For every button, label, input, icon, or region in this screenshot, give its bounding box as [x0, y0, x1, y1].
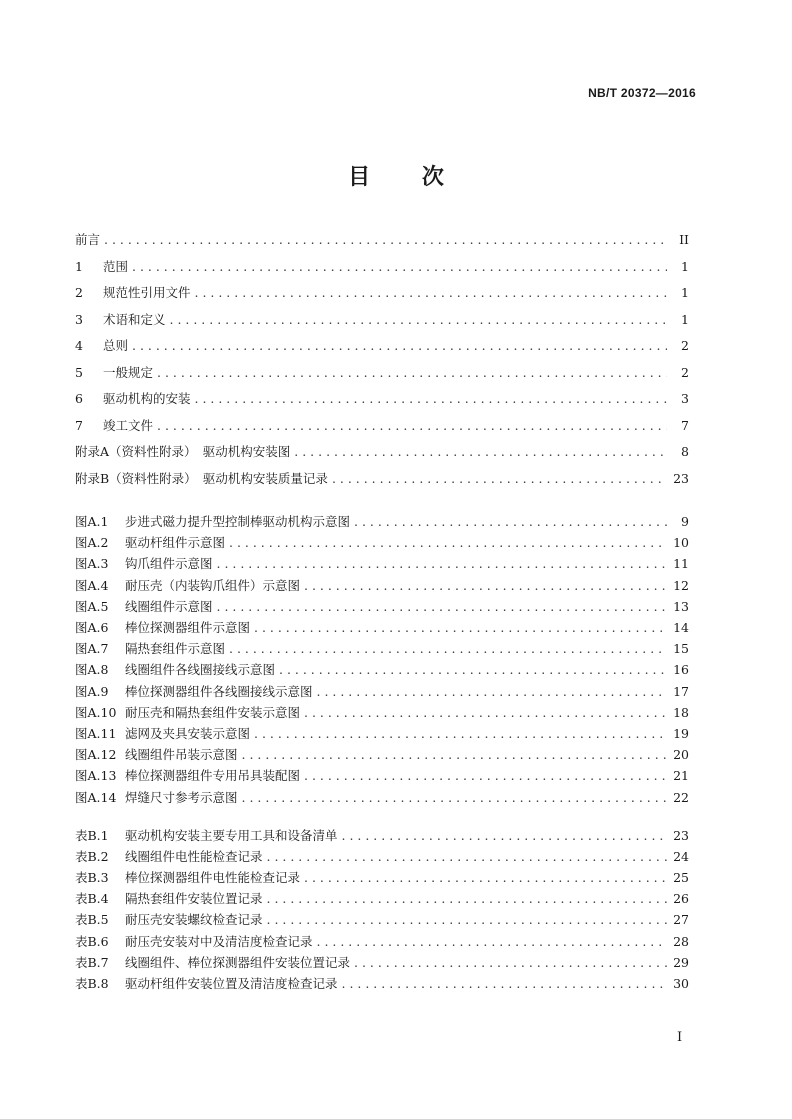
figure-entry[interactable]: [75, 533, 689, 553]
entry-page-number: II: [679, 232, 689, 247]
entry-number: 图A.11: [75, 726, 117, 741]
entry-page-number: 7: [681, 417, 689, 433]
entry-number: 图A.7: [75, 641, 109, 657]
entry-page-number: 21: [673, 768, 689, 784]
entry-page-number: 17: [673, 683, 689, 699]
figure-entry[interactable]: [75, 618, 689, 638]
entry-page-number: 1: [681, 311, 689, 327]
entry-title: 耐压壳（内装钩爪组件）示意图: [125, 577, 301, 593]
entry-number: 表B.7: [75, 954, 109, 970]
entry-title: 驱动机构的安装: [103, 391, 191, 406]
dot-leader: [304, 705, 667, 720]
entry-title: 隔热套组件示意图: [125, 641, 226, 657]
figure-entry[interactable]: [75, 554, 689, 574]
entry-title: 术语和定义: [103, 311, 166, 327]
entry-title: 总则: [103, 338, 129, 353]
entry-page-number: 25: [673, 870, 689, 886]
entry-number: 图A.6: [75, 620, 109, 635]
entry-number: 7: [75, 417, 83, 433]
entry-title: 焊缝尺寸参考示意图: [125, 789, 238, 805]
entry-page-number: 19: [673, 726, 689, 741]
toc-entry[interactable]: [75, 389, 689, 409]
figure-entry[interactable]: [75, 766, 689, 786]
entry-title: 范围: [103, 258, 129, 274]
entry-page-number: 8: [681, 444, 689, 459]
figure-entry[interactable]: [75, 512, 689, 532]
entry-title: 线圈组件吊装示意图: [125, 747, 238, 763]
dot-leader: [242, 790, 667, 805]
entry-page-number: 1: [681, 258, 689, 274]
dot-leader: [304, 870, 667, 885]
entry-page-number: 15: [673, 641, 689, 657]
entry-number: 图A.1: [75, 514, 109, 529]
toc-entry[interactable]: [75, 230, 689, 250]
entry-title: 线圈组件示意图: [125, 598, 213, 614]
dot-leader: [229, 641, 667, 656]
dot-leader: [317, 934, 667, 949]
entry-title: 耐压壳安装螺纹检查记录: [125, 912, 263, 928]
entry-number: 图A.3: [75, 556, 109, 572]
entry-title: 附录A（资料性附录） 驱动机构安装图: [75, 444, 291, 459]
entry-number: 4: [75, 338, 83, 353]
toc-entry[interactable]: [75, 283, 689, 303]
entry-title: 附录B（资料性附录） 驱动机构安装质量记录: [75, 470, 328, 486]
entry-page-number: 1: [681, 285, 689, 300]
dot-leader: [195, 285, 667, 300]
entry-page-number: 2: [681, 338, 689, 353]
figure-entry[interactable]: [75, 682, 689, 702]
dot-leader: [132, 259, 667, 274]
dot-leader: [342, 976, 667, 991]
entry-number: 表B.5: [75, 912, 109, 928]
entry-title: 棒位探测器组件各线圈接线示意图: [125, 683, 313, 699]
figure-entry[interactable]: [75, 660, 689, 680]
entry-number: 表B.1: [75, 828, 109, 843]
entry-number: 表B.8: [75, 975, 109, 991]
entry-page-number: 14: [673, 620, 689, 635]
dot-leader: [304, 578, 667, 593]
entry-page-number: 3: [681, 391, 689, 406]
dot-leader: [217, 556, 667, 571]
entry-page-number: 29: [673, 954, 689, 970]
toc-entry[interactable]: [75, 442, 689, 462]
entry-title: 棒位探测器组件专用吊具装配图: [125, 768, 301, 784]
toc-entry[interactable]: [75, 416, 689, 436]
entry-page-number: 16: [673, 662, 689, 678]
dot-leader: [157, 365, 667, 380]
entry-title: 耐压壳和隔热套组件安装示意图: [125, 704, 301, 720]
entry-page-number: 2: [681, 364, 689, 380]
dot-leader: [170, 312, 667, 327]
entry-page-number: 11: [673, 556, 689, 572]
dot-leader: [342, 828, 667, 843]
page-title: 目 次: [348, 164, 466, 190]
dot-leader: [354, 955, 667, 970]
toc-entry[interactable]: [75, 469, 689, 489]
dot-leader: [304, 768, 667, 783]
table-entry[interactable]: [75, 974, 689, 994]
entry-number: 3: [75, 311, 83, 327]
entry-title: 耐压壳安装对中及清洁度检查记录: [125, 933, 313, 949]
entry-title: 滤网及夹具安装示意图: [125, 726, 251, 741]
entry-number: 6: [75, 391, 83, 406]
dot-leader: [254, 620, 667, 635]
entry-title: 棒位探测器组件电性能检查记录: [125, 870, 301, 886]
entry-page-number: 27: [673, 912, 689, 928]
entry-number: 图A.5: [75, 598, 109, 614]
entry-title: 竣工文件: [103, 417, 154, 433]
entry-title: 规范性引用文件: [103, 285, 191, 300]
dot-leader: [267, 912, 667, 927]
dot-leader: [267, 849, 667, 864]
entry-page-number: 9: [681, 514, 689, 529]
entry-title: 前言: [75, 232, 101, 247]
entry-page-number: 26: [673, 891, 689, 907]
entry-page-number: 22: [673, 789, 689, 805]
dot-leader: [242, 747, 667, 762]
entry-number: 图A.8: [75, 662, 109, 678]
dot-leader: [354, 514, 667, 529]
table-entry[interactable]: [75, 847, 689, 867]
table-entry[interactable]: [75, 826, 689, 846]
entry-number: 表B.4: [75, 891, 109, 907]
table-entry[interactable]: [75, 932, 689, 952]
table-entry[interactable]: [75, 889, 689, 909]
table-entry[interactable]: [75, 910, 689, 930]
table-entry[interactable]: [75, 953, 689, 973]
dot-leader: [157, 418, 667, 433]
entry-title: 驱动杆组件安装位置及清洁度检查记录: [125, 975, 338, 991]
toc-entry[interactable]: [75, 363, 689, 383]
dot-leader: [332, 471, 667, 486]
entry-number: 图A.9: [75, 683, 109, 699]
entry-number: 图A.12: [75, 747, 117, 763]
entry-page-number: 20: [673, 747, 689, 763]
entry-title: 线圈组件电性能检查记录: [125, 849, 263, 865]
entry-title: 钩爪组件示意图: [125, 556, 213, 572]
figure-entry[interactable]: [75, 703, 689, 723]
figure-entry[interactable]: [75, 788, 689, 808]
entry-number: 图A.2: [75, 535, 109, 551]
dot-leader: [317, 684, 667, 699]
entry-number: 图A.14: [75, 789, 117, 805]
entry-number: 表B.2: [75, 849, 109, 865]
figure-entry[interactable]: [75, 576, 689, 596]
entry-page-number: 18: [673, 704, 689, 720]
entry-title: 驱动杆组件示意图: [125, 535, 226, 551]
entry-title: 线圈组件各线圈接线示意图: [125, 662, 276, 678]
figure-entry[interactable]: [75, 597, 689, 617]
entry-page-number: 24: [673, 849, 689, 865]
dot-leader: [294, 444, 667, 459]
entry-title: 驱动机构安装主要专用工具和设备清单: [125, 828, 338, 843]
entry-page-number: 12: [673, 577, 689, 593]
entry-page-number: 13: [673, 598, 689, 614]
figure-entry[interactable]: [75, 745, 689, 765]
entry-page-number: 23: [673, 828, 689, 843]
entry-page-number: 28: [673, 933, 689, 949]
dot-leader: [132, 338, 667, 353]
entry-number: 图A.10: [75, 704, 117, 720]
entry-number: 图A.13: [75, 768, 117, 784]
dot-leader: [217, 599, 667, 614]
figure-entry[interactable]: [75, 724, 689, 744]
dot-leader: [254, 726, 667, 741]
entry-title: 一般规定: [103, 364, 154, 380]
dot-leader: [229, 535, 667, 550]
dot-leader: [195, 391, 667, 406]
table-entry[interactable]: [75, 868, 689, 888]
entry-number: 1: [75, 258, 83, 274]
entry-number: 2: [75, 285, 83, 300]
entry-number: 表B.6: [75, 933, 109, 949]
toc-entry[interactable]: [75, 257, 689, 277]
standard-code: NB/T 20372—2016: [588, 86, 696, 100]
entry-page-number: 23: [673, 470, 689, 486]
entry-title: 线圈组件、棒位探测器组件安装位置记录: [125, 954, 351, 970]
toc-entry[interactable]: [75, 310, 689, 330]
entry-title: 步进式磁力提升型控制棒驱动机构示意图: [125, 514, 351, 529]
toc-entry[interactable]: [75, 336, 689, 356]
entry-title: 棒位探测器组件示意图: [125, 620, 251, 635]
dot-leader: [104, 232, 667, 247]
figure-entry[interactable]: [75, 639, 689, 659]
page-number: I: [677, 1030, 683, 1045]
dot-leader: [267, 891, 667, 906]
entry-title: 隔热套组件安装位置记录: [125, 891, 263, 907]
entry-number: 图A.4: [75, 577, 109, 593]
entry-number: 表B.3: [75, 870, 109, 886]
entry-page-number: 10: [673, 535, 689, 551]
entry-page-number: 30: [673, 975, 689, 991]
entry-number: 5: [75, 364, 83, 380]
dot-leader: [279, 662, 667, 677]
